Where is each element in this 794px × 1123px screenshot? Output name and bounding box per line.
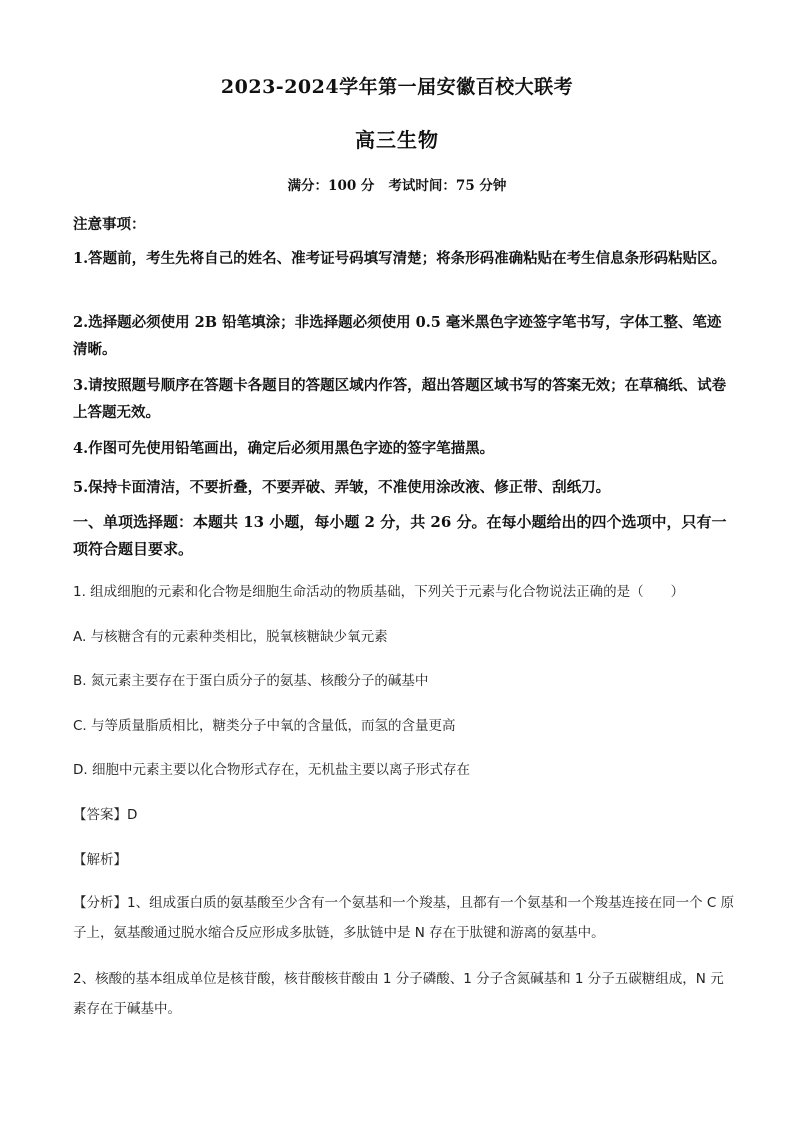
notice-item-5: 5.保持卡面清洁，不要折叠，不要弄破、弄皱，不准使用涂改液、修正带、刮纸刀。	[73, 479, 611, 496]
option-a: A. 与核糖含有的元素种类相比，脱氧核糖缺少氧元素	[73, 629, 388, 645]
analysis-paragraph-1: 【分析】1、组成蛋白质的氨基酸至少含有一个氨基和一个羧基，且都有一个氨基和一个羧基连接在同一个 C 原子上，氨基酸通过脱水缩合反应形成多肽链，多肽链中是 N 存在于肽键和游离的氨基中。	[73, 895, 735, 941]
notice-item-2: 2.选择题必须使用 2B 铅笔填涂；非选择题必须使用 0.5 毫米黑色字迹签字笔书写，字体工整、笔迹清晰。	[73, 314, 722, 358]
notice-item-3: 3.请按照题号顺序在答题卡各题目的答题区域内作答，超出答题区域书写的答案无效；在草稿纸、试卷上答题无效。	[73, 377, 727, 421]
subject-title: 高三生物	[355, 128, 439, 152]
option-c: C. 与等质量脂质相比，糖类分子中氧的含量低，而氢的含量更高	[73, 718, 456, 734]
option-b: B. 氮元素主要存在于蛋白质分子的氨基、核酸分子的碱基中	[73, 673, 429, 689]
notice-item-4: 4.作图可先使用铅笔画出，确定后必须用黑色字迹的签字笔描黑。	[73, 440, 495, 457]
time-info: 考试时间：75 分钟	[388, 178, 507, 194]
option-d: D. 细胞中元素主要以化合物形式存在，无机盐主要以离子形式存在	[73, 762, 470, 778]
answer-label: 【答案】D	[73, 807, 138, 823]
question-stem: 1. 组成细胞的元素和化合物是细胞生命活动的物质基础，下列关于元素与化合物说法正确的是（ ）	[73, 584, 685, 600]
section-heading: 一、单项选择题：本题共 13 小题，每小题 2 分，共 26 分。在每小题给出的四个选项中，只有一项符合题目要求。	[73, 513, 727, 558]
notice-item-1: 1.答题前，考生先将自己的姓名、准考证号码填写清楚；将条形码准确粘贴在考生信息条形码粘贴区。	[73, 250, 727, 267]
exam-meta	[0, 174, 794, 194]
exam-title: 2023-2024学年第一届安徽百校大联考	[220, 76, 574, 98]
score-info: 满分：100 分	[287, 178, 375, 194]
notice-heading: 注意事项：	[73, 216, 146, 233]
analysis-label: 【解析】	[73, 852, 127, 868]
analysis-paragraph-2: 2、核酸的基本组成单位是核苷酸，核苷酸核苷酸由 1 分子磷酸、1 分子含氮碱基和 1 分子五碳糖组成，N 元素存在于碱基中。	[73, 971, 724, 1017]
